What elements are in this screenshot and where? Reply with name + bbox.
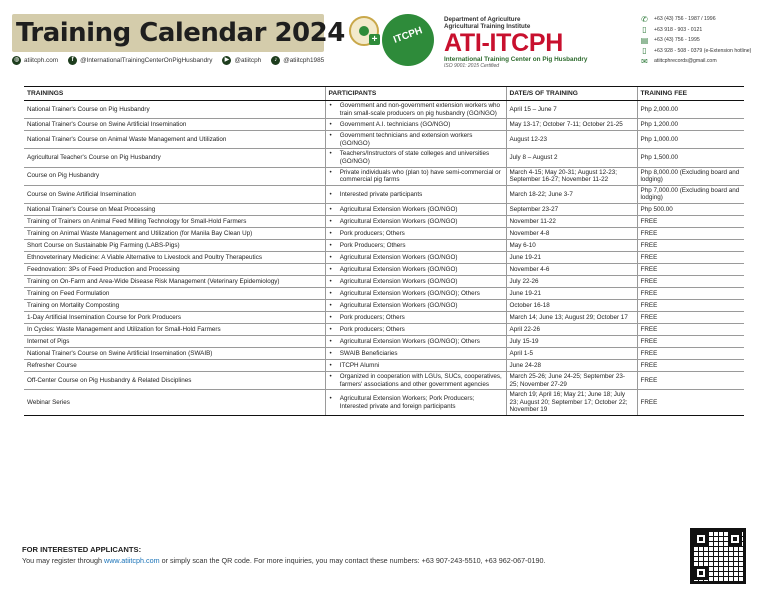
contact-label: +63 928 - 508 - 0379 (e-Extension hotline) <box>654 47 752 54</box>
cell-participants <box>325 323 506 335</box>
cell-participants <box>325 251 506 263</box>
cell-training <box>24 311 325 323</box>
cell-fee-text: Php 2,000.00 <box>640 105 678 113</box>
cell-training <box>24 347 325 359</box>
cell-fee <box>637 119 744 131</box>
cell-training-text: Training on Feed Formulation <box>27 289 110 297</box>
org-name: ATI-ITCPH <box>444 29 564 57</box>
header-dates: DATE/S OF TRAINING <box>506 87 637 101</box>
cell-participants-text: • Pork producers; Others <box>339 229 405 237</box>
participant-bullet <box>329 326 503 334</box>
cell-fee-text: FREE <box>640 376 658 384</box>
org-department: Department of Agriculture <box>444 16 521 23</box>
qr-code-icon[interactable] <box>690 528 746 584</box>
cell-participants <box>325 299 506 311</box>
cell-training <box>24 299 325 311</box>
cell-training-text: Training on Animal Waste Management and Utilization (for Manila Bay Clean Up) <box>27 229 253 237</box>
table-row <box>24 119 744 131</box>
cell-dates <box>506 347 637 359</box>
cell-dates <box>506 263 637 275</box>
cell-dates-text: April 15 – June 7 <box>509 105 557 113</box>
phone-icon: ✆ <box>641 14 648 24</box>
cell-fee-text: FREE <box>640 241 658 249</box>
participant-bullet <box>329 302 503 310</box>
org-iso: ISO 9001: 2015 Certified <box>444 63 500 69</box>
cell-fee-text: FREE <box>640 253 658 261</box>
participant-bullet <box>329 350 503 358</box>
cell-participants <box>325 203 506 215</box>
cell-participants-text: • Agricultural Extension Workers (GO/NGO); Others <box>339 337 480 345</box>
participant-bullet <box>329 191 503 199</box>
cell-dates <box>506 239 637 251</box>
contact-item <box>640 35 751 46</box>
cell-participants-text: • Agricultural Extension Workers (GO/NGO) <box>339 265 458 273</box>
cell-participants-text: • Pork producers; Others <box>339 325 405 333</box>
tiktok-icon: ♪ <box>271 56 280 65</box>
cell-fee <box>637 275 744 287</box>
cell-dates <box>506 227 637 239</box>
cell-dates-text: July 15-19 <box>509 337 539 345</box>
cell-participants-text: • Agricultural Extension Workers (GO/NGO) <box>339 205 458 213</box>
footer-text <box>22 555 546 566</box>
globe-icon: ◍ <box>13 57 20 63</box>
participant-bullet <box>329 373 503 388</box>
table-row <box>24 335 744 347</box>
cell-participants <box>325 149 506 167</box>
cell-dates-text: July 22-26 <box>509 277 539 285</box>
participant-bullet <box>329 362 503 370</box>
cell-training <box>24 323 325 335</box>
cell-participants <box>325 311 506 323</box>
cell-participants-text: • Agricultural Extension Workers (GO/NGO); Others <box>339 289 480 297</box>
cell-training <box>24 275 325 287</box>
cell-fee <box>637 215 744 227</box>
cell-dates-text: May 13-17; October 7-11; October 21-25 <box>509 120 623 128</box>
header-fee: TRAINING FEE <box>637 87 744 101</box>
participant-bullet <box>329 395 503 410</box>
cell-fee <box>637 239 744 251</box>
social-website[interactable] <box>12 56 58 65</box>
cell-participants <box>325 185 506 203</box>
cell-participants-text: • Organized in cooperation with LGUs, SUCs, cooperatives, farmers' associations and other government agencies <box>339 372 502 388</box>
cell-fee <box>637 203 744 215</box>
cell-dates-text: March 18-22; June 3-7 <box>509 190 573 198</box>
header-trainings: TRAININGS <box>24 87 325 101</box>
participant-bullet <box>329 132 503 147</box>
cell-training-text: National Trainer's Course on Swine Artificial Insemination <box>27 120 187 128</box>
cell-participants <box>325 287 506 299</box>
cell-training-text: National Trainer's Course on Pig Husbandry <box>27 105 150 113</box>
cell-training-text: Internet of Pigs <box>27 337 70 345</box>
cell-participants-text: • Government and non-government extension workers who train small-scale producers on pig husbandry (GO/NGO) <box>339 102 501 117</box>
table-body <box>24 101 744 416</box>
cell-fee-text: Php 1,500.00 <box>640 154 678 162</box>
cell-participants <box>325 347 506 359</box>
cell-dates-text: November 11-22 <box>509 217 556 225</box>
cell-dates <box>506 203 637 215</box>
participant-bullet <box>329 266 503 274</box>
cell-participants <box>325 359 506 371</box>
cell-fee <box>637 167 744 185</box>
cell-training-text: Webinar Series <box>27 398 70 406</box>
table-row <box>24 263 744 275</box>
table-row <box>24 185 744 203</box>
cell-training-text: Feednovation: 3Ps of Feed Production and Processing <box>27 265 180 273</box>
contact-item[interactable] <box>640 56 751 67</box>
cell-participants <box>325 215 506 227</box>
cell-fee <box>637 263 744 275</box>
footer <box>22 545 546 566</box>
cell-participants-text: • ITCPH Alumni <box>339 361 380 369</box>
plus-icon: + <box>369 34 380 45</box>
cell-training-text: Training on Mortality Composting <box>27 301 120 309</box>
social-links <box>12 56 334 65</box>
cell-fee-text: FREE <box>640 289 658 297</box>
cell-training <box>24 287 325 299</box>
cell-participants-text: • Government A.I. technicians (GO/NGO) <box>339 120 451 128</box>
cell-dates-text: June 24-28 <box>509 361 542 369</box>
cell-dates-text: March 19; April 16; May 21; June 18; July 23; August 20; September 17; October 22; November 19 <box>509 391 628 414</box>
cell-participants <box>325 239 506 251</box>
participant-bullet <box>329 206 503 214</box>
cell-participants-text: • Agricultural Extension Workers (GO/NGO) <box>339 277 458 285</box>
cell-dates <box>506 335 637 347</box>
cell-fee-text: FREE <box>640 361 658 369</box>
social-label: @InternationalTrainingCenterOnPigHusbandry <box>80 57 213 64</box>
cell-participants <box>325 167 506 185</box>
table-row <box>24 227 744 239</box>
training-table <box>24 86 744 416</box>
cell-training-text: Agricultural Teacher's Course on Pig Husbandry <box>27 154 161 162</box>
header-participants: PARTICIPANTS <box>325 87 506 101</box>
social-label: @atiitcph <box>234 57 262 64</box>
table-row <box>24 371 744 389</box>
register-link[interactable]: www.atiitcph.com <box>104 556 160 565</box>
table-row <box>24 101 744 119</box>
cell-dates-text: October 16-18 <box>509 301 550 309</box>
participant-bullet <box>329 254 503 262</box>
org-institute: Agricultural Training Institute <box>444 23 531 30</box>
cell-fee <box>637 251 744 263</box>
cell-participants <box>325 101 506 119</box>
cell-dates-text: April 1-5 <box>509 349 533 357</box>
cell-dates <box>506 185 637 203</box>
youtube-icon: ▶ <box>222 56 231 65</box>
cell-dates-text: June 19-21 <box>509 253 542 261</box>
participant-bullet <box>329 290 503 298</box>
cell-training-text: Course on Swine Artificial Insemination <box>27 190 136 198</box>
cell-dates-text: September 23-27 <box>509 205 559 213</box>
cell-dates-text: November 4-6 <box>509 265 550 273</box>
cell-dates <box>506 101 637 119</box>
cell-dates <box>506 251 637 263</box>
table-row <box>24 323 744 335</box>
cell-fee-text: Php 1,000.00 <box>640 135 678 143</box>
participant-bullet <box>329 102 503 117</box>
cell-training <box>24 119 325 131</box>
cell-fee <box>637 227 744 239</box>
cell-participants-text: • SWAIB Beneficiaries <box>339 349 398 357</box>
cell-participants-text: • Government technicians and extension workers (GO/NGO) <box>339 132 473 147</box>
facebook-icon: f <box>68 56 77 65</box>
table-row <box>24 287 744 299</box>
table-row <box>24 359 744 371</box>
table-row <box>24 131 744 149</box>
cell-participants-text: • Pork Producers; Others <box>339 241 406 249</box>
cell-participants-text: • Teachers/Instructors of state colleges and universities (GO/NGO) <box>339 150 490 165</box>
participant-bullet <box>329 169 503 184</box>
cell-fee-text: FREE <box>640 277 658 285</box>
participant-bullet <box>329 218 503 226</box>
cell-participants <box>325 275 506 287</box>
cell-participants-text: • Agricultural Extension Workers (GO/NGO) <box>339 253 458 261</box>
contact-item <box>640 46 751 57</box>
cell-training-text: National Trainer's Course on Meat Processing <box>27 205 156 213</box>
cell-training-text: Training on On-Farm and Area-Wide Disease Risk Management (Veterinary Epidemiology) <box>27 277 280 285</box>
table-row <box>24 251 744 263</box>
cell-participants-text: • Agricultural Extension Workers; Pork Producers; Interested private and foreign participants <box>339 394 475 410</box>
cell-fee <box>637 101 744 119</box>
cell-training-text: 1-Day Artificial Insemination Course for Pork Producers <box>27 313 181 321</box>
table-row <box>24 275 744 287</box>
cell-training <box>24 185 325 203</box>
contact-label: +63 918 - 903 - 0121 <box>654 26 703 33</box>
cell-fee-text: FREE <box>640 337 658 345</box>
cell-dates <box>506 149 637 167</box>
cell-training <box>24 263 325 275</box>
cell-dates <box>506 359 637 371</box>
cell-training-text: Short Course on Sustainable Pig Farming (LABS-Pigs) <box>27 241 180 249</box>
contact-label: +63 (43) 756 - 1987 / 1996 <box>654 16 716 23</box>
footer-title: FOR INTERESTED APPLICANTS: <box>22 545 142 554</box>
social-tiktok[interactable] <box>271 56 324 65</box>
email-icon: ✉ <box>641 56 648 66</box>
footer-text-before: You may register through <box>22 556 105 565</box>
table-row <box>24 299 744 311</box>
participant-bullet <box>329 230 503 238</box>
cell-training-text: In Cycles: Waste Management and Utilization for Small-Hold Farmers <box>27 325 221 333</box>
cell-fee <box>637 347 744 359</box>
contact-item <box>640 25 751 36</box>
cell-training-text: National Trainer's Course on Animal Waste Management and Utilization <box>27 135 227 143</box>
fax-icon: ▤ <box>640 35 649 45</box>
cell-dates-text: November 4-8 <box>509 229 550 237</box>
cell-fee <box>637 287 744 299</box>
cell-dates <box>506 167 637 185</box>
cell-dates <box>506 390 637 416</box>
cell-training <box>24 101 325 119</box>
cell-fee-text: FREE <box>640 217 658 225</box>
table-row <box>24 239 744 251</box>
logo-text: ITCPH <box>392 25 424 46</box>
cell-participants-text: • Agricultural Extension Workers (GO/NGO) <box>339 301 458 309</box>
cell-training-text: Refresher Course <box>27 361 77 369</box>
cell-training <box>24 227 325 239</box>
cell-fee <box>637 371 744 389</box>
social-label: atiitcph.com <box>24 57 59 64</box>
mobile-icon: ▯ <box>642 25 647 35</box>
org-full-name: International Training Center on Pig Husbandry <box>444 56 588 63</box>
cell-fee-text: FREE <box>640 349 658 357</box>
cell-training-text: Off-Center Course on Pig Husbandry & Related Disciplines <box>27 376 192 384</box>
cell-fee-text: Php 1,200.00 <box>640 120 678 128</box>
qr-finder <box>694 532 708 546</box>
footer-text-after: or simply scan the QR code. For more inquiries, you may contact these numbers: +63 907-243-5510, +63 962-067-0190. <box>159 556 546 565</box>
cell-training <box>24 359 325 371</box>
cell-training-text: Course on Pig Husbandry <box>27 172 100 180</box>
table-row <box>24 347 744 359</box>
cell-training <box>24 149 325 167</box>
cell-dates <box>506 323 637 335</box>
cell-participants-text: • Private individuals who (plan to) have semi-commercial or commercial pig farms <box>339 168 501 184</box>
qr-finder <box>728 532 742 546</box>
cell-dates-text: March 14; June 13; August 29; October 17 <box>509 313 628 321</box>
cell-fee-text: Php 8,000.00 (Excluding board and lodging) <box>640 168 740 184</box>
cell-fee <box>637 359 744 371</box>
cell-participants-text: • Interested private participants <box>339 190 423 198</box>
table-row <box>24 215 744 227</box>
participant-bullet <box>329 338 503 346</box>
cell-dates <box>506 287 637 299</box>
social-label: @atiitcph1985 <box>283 57 325 64</box>
cell-participants-text: • Pork producers; Others <box>339 313 405 321</box>
cell-participants <box>325 119 506 131</box>
cell-training <box>24 335 325 347</box>
cell-training <box>24 390 325 416</box>
cell-dates <box>506 371 637 389</box>
cell-participants-text: • Agricultural Extension Workers (GO/NGO) <box>339 217 458 225</box>
cell-fee <box>637 299 744 311</box>
cell-fee <box>637 185 744 203</box>
cell-participants <box>325 131 506 149</box>
contact-item <box>640 14 751 25</box>
table-row <box>24 311 744 323</box>
cell-dates <box>506 119 637 131</box>
social-youtube[interactable] <box>222 56 261 65</box>
participant-bullet <box>329 242 503 250</box>
cell-fee <box>637 390 744 416</box>
cell-dates-text: April 22-26 <box>509 325 540 333</box>
organization-block <box>444 16 587 69</box>
cell-fee-text: Php 500.00 <box>640 205 673 213</box>
cell-fee-text: FREE <box>640 265 658 273</box>
cell-training <box>24 239 325 251</box>
cell-fee-text: FREE <box>640 313 658 321</box>
cell-dates-text: August 12-23 <box>509 135 547 143</box>
cell-fee <box>637 335 744 347</box>
participant-bullet <box>329 314 503 322</box>
cell-dates-text: July 8 – August 2 <box>509 154 558 162</box>
participant-bullet <box>329 278 503 286</box>
table-row <box>24 390 744 416</box>
participant-bullet <box>329 121 503 129</box>
cell-dates <box>506 215 637 227</box>
cell-dates-text: March 25-26; June 24-25; September 23-25; November 27-29 <box>509 372 626 388</box>
cell-dates <box>506 131 637 149</box>
cell-fee-text: FREE <box>640 398 658 406</box>
contact-label: +63 (43) 756 - 1995 <box>654 37 700 44</box>
cell-fee-text: FREE <box>640 229 658 237</box>
participant-bullet <box>329 150 503 165</box>
cell-training-text: Ethnoveterinary Medicine: A Viable Alternative to Livestock and Poultry Therapeutics <box>27 253 262 261</box>
cell-fee <box>637 149 744 167</box>
contact-label: atiitcphrecords@gmail.com <box>654 58 717 65</box>
cell-participants <box>325 371 506 389</box>
cell-training <box>24 251 325 263</box>
cell-fee-text: Php 7,000.00 (Excluding board and lodging) <box>640 186 740 202</box>
cell-training-text: Training of Trainers on Animal Feed Milling Technology for Small-Hold Farmers <box>27 217 247 225</box>
cell-dates-text: May 6-10 <box>509 241 536 249</box>
table-row <box>24 149 744 167</box>
mobile-icon: ▯ <box>642 46 647 56</box>
qr-finder <box>694 566 708 580</box>
cell-training <box>24 371 325 389</box>
cell-fee-text: FREE <box>640 325 658 333</box>
cell-training <box>24 203 325 215</box>
contact-list <box>640 14 751 67</box>
cell-participants <box>325 227 506 239</box>
cell-participants <box>325 390 506 416</box>
cell-fee <box>637 131 744 149</box>
table-header-row <box>24 87 744 101</box>
cell-participants <box>325 263 506 275</box>
cell-dates <box>506 311 637 323</box>
cell-fee <box>637 323 744 335</box>
cell-training <box>24 131 325 149</box>
cell-training <box>24 167 325 185</box>
table-row <box>24 167 744 185</box>
cell-dates <box>506 299 637 311</box>
cell-participants <box>325 335 506 347</box>
table-row <box>24 203 744 215</box>
cell-fee-text: FREE <box>640 301 658 309</box>
cell-training <box>24 215 325 227</box>
cell-training-text: National Trainer's Course on Swine Artificial Insemination (SWAIB) <box>27 349 213 357</box>
cell-dates <box>506 275 637 287</box>
social-facebook[interactable] <box>68 56 212 65</box>
page-title: Training Calendar 2024 <box>12 14 324 52</box>
cell-fee <box>637 311 744 323</box>
cell-dates-text: March 4-15; May 20-31; August 12-23; September 16-27; November 11-22 <box>509 168 617 184</box>
cell-dates-text: June 19-21 <box>509 289 542 297</box>
